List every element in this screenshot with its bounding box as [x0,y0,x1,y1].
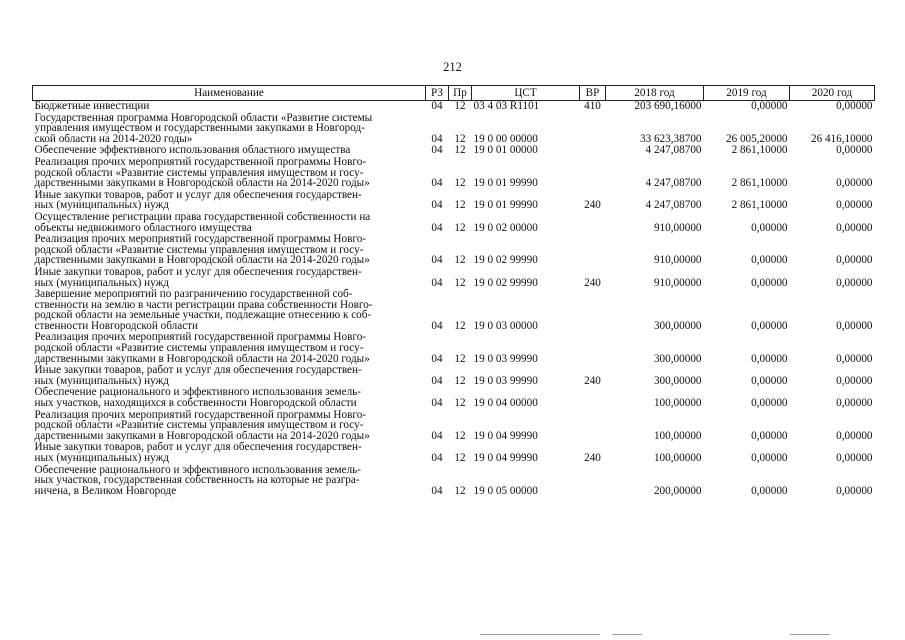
cst-cell: 19 0 04 99990 [473,452,538,464]
cst-cell: 19 0 05 00000 [473,484,538,497]
value-2018-cell: 300,00000 [653,319,702,332]
value-2018-cell: 200,00000 [653,484,702,497]
header-rz: РЗ [426,86,449,101]
rz-cell: 04 [431,352,443,365]
value-2020-cell: 0,00000 [836,276,873,289]
cst-cell: 19 0 04 00000 [473,397,538,410]
rz-cell: 04 [431,254,443,267]
value-2020-cell: 0,00000 [836,100,873,112]
rz-cell: 04 [431,397,443,410]
row-name-line: ственности на землю в части регистрации права собственности Новго- [34,298,373,311]
rz-cell: 04 [431,177,443,190]
table-row [33,190,875,212]
row-name-line: Реализация прочих мероприятий государственной программы Новго- [34,155,367,168]
table-row [33,267,875,289]
row-name-line: родской области на земельные участки, подлежащие отнесению к соб- [34,309,372,322]
rz-cell: 04 [431,132,443,145]
row-name-cell [33,157,426,190]
table-row [33,212,875,234]
pr-cell: 12 [454,429,466,442]
value-2020-cell: 0,00000 [836,452,873,464]
row-name-line: родской области «Развитие системы управления имуществом и госу- [34,342,364,355]
table-row [33,365,875,387]
row-name-line: Обеспечение эффективного использования областного имущества [34,144,351,157]
cst-cell: 19 0 01 99990 [473,199,538,212]
cst-cell: 19 0 01 00000 [473,144,538,157]
row-name-cell [33,212,426,234]
row-name-line: дарственными закупками в Новгородской области на 2014-2020 годы» [34,254,370,267]
vr-cell [580,289,606,332]
row-name-cell [33,289,426,332]
row-name-line: дарственными закупками в Новгородской области на 2014-2020 годы» [34,429,370,442]
value-2019-cell: 2 861,10000 [731,199,788,212]
rz-cell: 04 [431,429,443,442]
value-2018-cell: 4 247,08700 [645,144,702,157]
table-row [33,289,875,332]
row-name-line: Государственная программа Новгородской области «Развитие системы [34,111,373,124]
row-name-line: родской области «Развитие системы управления имуществом и госу- [34,419,364,432]
value-2020-cell: 0,00000 [836,374,873,387]
value-2020-cell: 26 416,10000 [810,132,873,145]
row-name-line: Завершение мероприятий по разграничению государственной соб- [34,288,353,301]
vr-cell [580,465,606,498]
value-2018-cell: 33 623,38700 [639,132,702,145]
cst-cell: 03 4 03 R1101 [473,100,540,112]
scan-artifact [612,634,642,635]
cst-cell: 19 0 03 99990 [473,374,538,387]
row-name-line: Реализация прочих мероприятий государственной программы Новго- [34,408,367,421]
table-row [33,157,875,190]
rz-cell: 04 [431,452,443,464]
value-2019-cell: 0,00000 [751,429,788,442]
row-name-cell [33,332,426,365]
value-2020-cell: 0,00000 [836,352,873,365]
row-name-line: Реализация прочих мероприятий государственной программы Новго- [34,233,367,246]
pr-cell: 12 [454,319,466,332]
row-name-line: ской области на 2014-2020 годы» [34,132,193,145]
row-name-line: Иные закупки товаров, работ и услуг для обеспечения государствен- [34,364,362,377]
vr-cell [580,410,606,443]
table-body [33,101,875,498]
rz-cell: 04 [431,221,443,234]
pr-cell: 12 [454,276,466,289]
value-2018-cell: 203 690,16000 [634,100,702,112]
scan-artifact [790,634,830,635]
row-name-cell [33,442,426,464]
row-name-cell [33,101,426,113]
row-name-line: управления имуществом и государственными закупками в Новгород- [34,122,365,135]
row-name-line: Иные закупки товаров, работ и услуг для обеспечения государствен- [34,265,362,278]
row-name-line: ничена, в Великом Новгороде [34,484,177,497]
row-name-line: ных (муниципальных) нужд [34,374,169,387]
value-2019-cell: 0,00000 [751,319,788,332]
row-name-line: Осуществление регистрации права государственной собственности на [34,210,371,223]
table-header-row [33,86,875,101]
vr-cell [580,157,606,190]
vr-cell: 410 [584,100,601,112]
value-2020-cell: 0,00000 [836,397,873,410]
pr-cell: 12 [454,100,466,112]
row-name-line: дарственными закупками в Новгородской области на 2014-2020 годы» [34,352,370,365]
table-row [33,113,875,146]
row-name-line: Иные закупки товаров, работ и услуг для обеспечения государствен- [34,441,362,454]
value-2019-cell: 0,00000 [751,352,788,365]
value-2018-cell: 300,00000 [653,374,702,387]
pr-cell: 12 [454,397,466,410]
row-name-line: Реализация прочих мероприятий государственной программы Новго- [34,331,367,344]
vr-cell: 240 [584,276,601,289]
vr-cell [580,387,606,409]
rz-cell: 04 [431,276,443,289]
header-name: Наименование [33,86,426,101]
pr-cell: 12 [454,374,466,387]
table-row [33,410,875,443]
value-2019-cell: 2 861,10000 [731,177,788,190]
pr-cell: 12 [454,132,466,145]
row-name-line: ственности Новгородской области [34,319,199,332]
page-number: 212 [443,60,462,74]
cst-cell: 19 0 03 00000 [473,319,538,332]
vr-cell: 240 [584,452,601,464]
row-name-cell [33,234,426,267]
vr-cell [580,234,606,267]
value-2018-cell: 300,00000 [653,352,702,365]
value-2018-cell: 100,00000 [653,397,702,410]
row-name-line: родской области «Развитие системы управления имуществом и госу- [34,243,364,256]
row-name-cell [33,365,426,387]
value-2018-cell: 910,00000 [653,276,702,289]
vr-cell [580,113,606,146]
value-2020-cell: 0,00000 [836,484,873,497]
value-2018-cell: 910,00000 [653,221,702,234]
header-pr: Пр [449,86,472,101]
table-row [33,101,875,113]
vr-cell: 240 [584,374,601,387]
value-2019-cell: 0,00000 [751,374,788,387]
row-name-line: объекты недвижимого областного имущества [34,221,252,234]
row-name-cell [33,387,426,409]
value-2019-cell: 0,00000 [751,397,788,410]
value-2018-cell: 100,00000 [653,452,702,464]
cst-cell: 19 0 02 99990 [473,254,538,267]
value-2019-cell: 0,00000 [751,100,788,112]
value-2018-cell: 4 247,08700 [645,177,702,190]
row-name-line: Обеспечение рационального и эффективного использования земель- [34,463,362,476]
vr-cell: 240 [584,199,601,212]
value-2020-cell: 0,00000 [836,177,873,190]
value-2018-cell: 4 247,08700 [645,199,702,212]
row-name-line: ных участков, государственная собственность на которые не разгра- [34,474,360,487]
pr-cell: 12 [454,352,466,365]
row-name-line: ных (муниципальных) нужд [34,452,169,464]
value-2019-cell: 0,00000 [751,254,788,267]
row-name-cell [33,190,426,212]
pr-cell: 12 [454,254,466,267]
rz-cell: 04 [431,144,443,157]
value-2019-cell: 0,00000 [751,452,788,464]
row-name-cell [33,410,426,443]
row-name-cell [33,465,426,498]
cst-cell: 19 0 02 00000 [473,221,538,234]
value-2020-cell: 0,00000 [836,221,873,234]
row-name-line: ных участков, находящихся в собственности Новгородской области [34,397,357,410]
pr-cell: 12 [454,177,466,190]
row-name-line: Обеспечение рационального и эффективного использования земель- [34,386,362,399]
table-row [33,465,875,498]
table-row [33,387,875,409]
vr-cell [580,332,606,365]
pr-cell: 12 [454,484,466,497]
table-row [33,442,875,464]
cst-cell: 19 0 00 00000 [473,132,538,145]
rz-cell: 04 [431,100,443,112]
vr-cell [580,145,606,157]
header-2019: 2019 год [704,86,790,101]
row-name-line: ных (муниципальных) нужд [34,276,169,289]
pr-cell: 12 [454,144,466,157]
row-name-cell [33,267,426,289]
vr-cell [580,212,606,234]
value-2019-cell: 2 861,10000 [731,144,788,157]
pr-cell: 12 [454,199,466,212]
row-name-line: ных (муниципальных) нужд [34,199,169,212]
scan-artifact [480,634,600,635]
rz-cell: 04 [431,199,443,212]
header-2020: 2020 год [790,86,875,101]
value-2019-cell: 26 005,20000 [725,132,788,145]
value-2018-cell: 910,00000 [653,254,702,267]
cst-cell: 19 0 02 99990 [473,276,538,289]
row-name-line: Иные закупки товаров, работ и услуг для обеспечения государствен- [34,188,362,201]
header-cst: ЦСТ [472,86,580,101]
value-2019-cell: 0,00000 [751,276,788,289]
row-name-line: родской области «Развитие системы управления имуществом и госу- [34,166,364,179]
rz-cell: 04 [431,374,443,387]
cst-cell: 19 0 03 99990 [473,352,538,365]
row-name-line: дарственными закупками в Новгородской области на 2014-2020 годы» [34,177,370,190]
header-2018: 2018 год [606,86,704,101]
cst-cell: 19 0 04 99990 [473,429,538,442]
pr-cell: 12 [454,221,466,234]
value-2019-cell: 0,00000 [751,221,788,234]
value-2020-cell: 0,00000 [836,144,873,157]
pr-cell: 12 [454,452,466,464]
header-vr: ВР [580,86,606,101]
value-2020-cell: 0,00000 [836,319,873,332]
value-2019-cell: 0,00000 [751,484,788,497]
row-name-cell [33,113,426,146]
value-2020-cell: 0,00000 [836,199,873,212]
row-name-line: Бюджетные инвестиции [34,100,150,112]
table-row [33,234,875,267]
value-2020-cell: 0,00000 [836,429,873,442]
table-row [33,332,875,365]
rz-cell: 04 [431,484,443,497]
value-2018-cell: 100,00000 [653,429,702,442]
cst-cell: 19 0 01 99990 [473,177,538,190]
rz-cell: 04 [431,319,443,332]
value-2020-cell: 0,00000 [836,254,873,267]
budget-table [32,85,875,497]
